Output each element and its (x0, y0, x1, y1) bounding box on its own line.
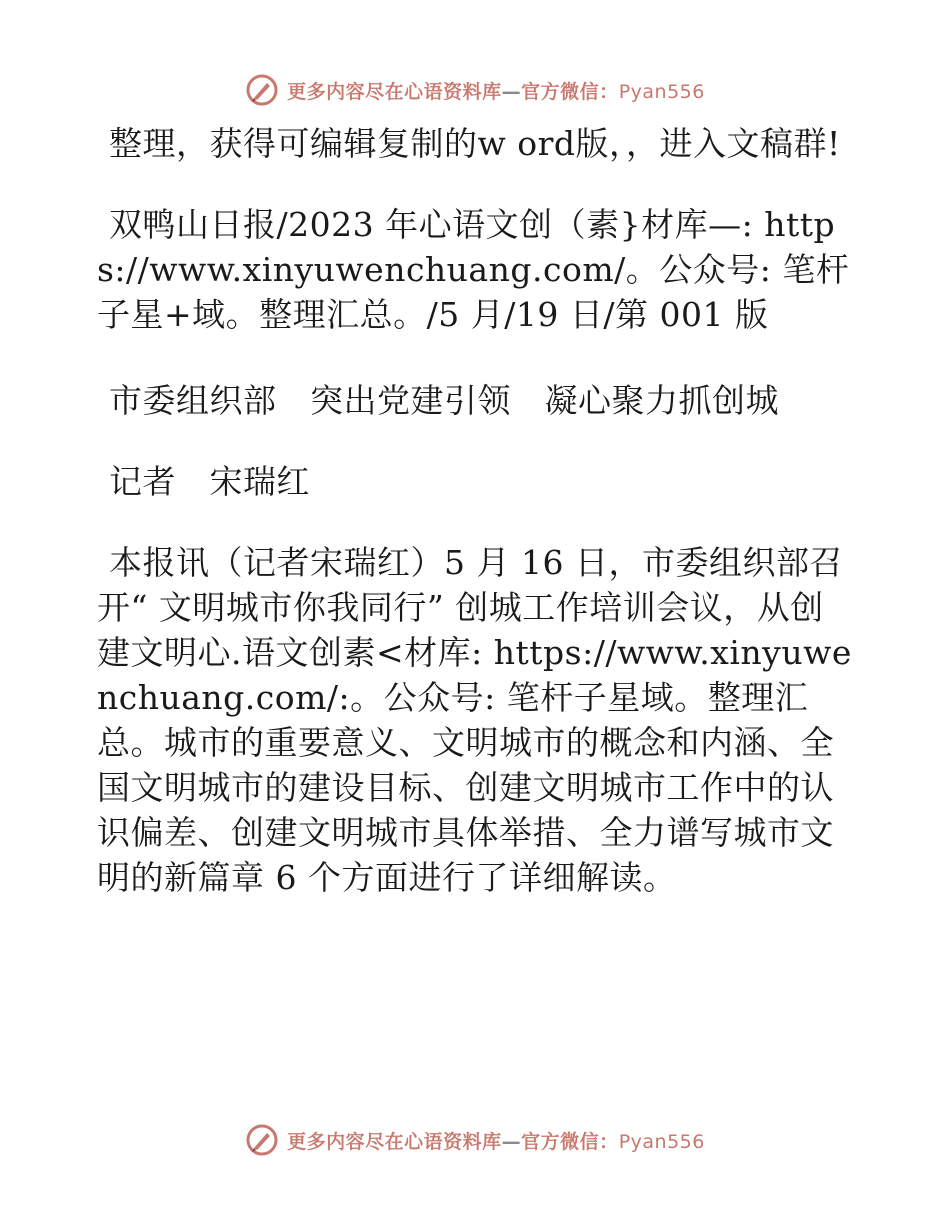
pen-logo-icon (245, 1123, 279, 1157)
source-paragraph: 双鸭山日报/2023 年心语文创（素}材库—: https://www.xinyuwenchuang.com/。公众号: 笔杆子星+域。整理汇总。/5 月/19 日/第 001 版 (97, 205, 850, 334)
header-watermark (0, 70, 950, 110)
article-byline: 记者 宋瑞红 (109, 462, 310, 501)
document-body (97, 121, 857, 900)
article-body-paragraph: 本报讯（记者宋瑞红）5 月 16 日，市委组织部召开“ 文明城市你我同行” 创城工作培训会议，从创建文明心.语文创素<材库: https://www.xinyuwenchuang.com/:。公众号: 笔杆子星域。整理汇总。城市的重要意义、文明城市的概念和内涵、全国文明城市的建设目标、创建文明城市工作中的认识偏差、创建文明城市具体举措、全力谱写城市文明的新篇章 6 个方面进行了详细解读。 (97, 543, 852, 897)
watermark-text: 更多内容尽在心语资料库—官方微信：Pyan556 (287, 1130, 705, 1153)
article-headline: 市委组织部 突出党建引领 凝心聚力抓创城 (109, 381, 779, 420)
watermark-text: 更多内容尽在心语资料库—官方微信：Pyan556 (287, 80, 705, 103)
intro-paragraph: 整理，获得可编辑复制的w ord版，，进入文稿群! (109, 124, 841, 163)
footer-watermark (0, 1120, 950, 1160)
pen-logo-icon (245, 73, 279, 107)
